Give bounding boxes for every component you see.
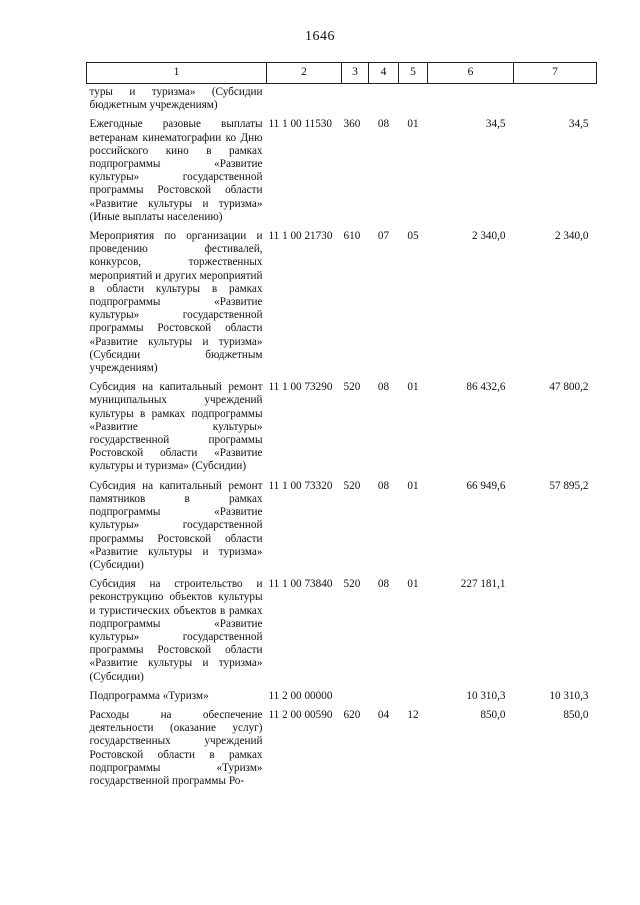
budget-table bbox=[86, 62, 597, 792]
table-header bbox=[87, 63, 597, 84]
row-pr: 01 bbox=[407, 118, 419, 131]
row-code bbox=[267, 84, 342, 117]
row-rz: 08 bbox=[377, 381, 390, 394]
row-sum1: 86 432,6 bbox=[466, 381, 506, 394]
row-description: Субсидия на капитальный ремонт памятников в рамках подпрограммы «Развитие культуры» государственной программы Ростовской области «Развитие культуры и туризма» (Субсидии) bbox=[89, 479, 263, 571]
row-sum2: 34,5 bbox=[568, 118, 589, 131]
row-description: Субсидия на капитальный ремонт муниципальных учреждений культуры в рамках подпрограммы «Развитие культуры» государственной программы Ростовской области «Развитие культуры и туризма» (Субсидии) bbox=[89, 381, 263, 473]
column-header-6: 6 bbox=[428, 63, 514, 84]
column-header-3: 3 bbox=[342, 63, 369, 84]
row-vr bbox=[342, 688, 369, 707]
row-vr: 610 bbox=[343, 230, 361, 243]
row-pr: 01 bbox=[407, 578, 419, 591]
row-pr: 01 bbox=[407, 381, 419, 394]
row-rz: 08 bbox=[377, 578, 390, 591]
table-row bbox=[87, 84, 597, 117]
row-code: 11 2 00 00000 bbox=[268, 689, 333, 702]
row-sum1: 850,0 bbox=[480, 708, 506, 721]
row-sum2: 2 340,0 bbox=[554, 230, 589, 243]
row-sum1: 227 181,1 bbox=[460, 578, 506, 591]
row-rz: 08 bbox=[377, 118, 390, 131]
row-sum2: 57 895,2 bbox=[549, 479, 589, 492]
row-sum2: 10 310,3 bbox=[549, 689, 589, 702]
row-code: 11 1 00 73320 bbox=[268, 479, 333, 492]
table-row bbox=[87, 576, 597, 688]
column-header-7: 7 bbox=[514, 63, 597, 84]
row-sum2 bbox=[514, 84, 597, 117]
row-rz: 04 bbox=[377, 708, 390, 721]
column-header-1: 1 bbox=[87, 63, 267, 84]
column-header-2: 2 bbox=[267, 63, 342, 84]
row-description: Мероприятия по организации и проведению фестивалей, конкурсов, торжественных мероприятий и других мероприятий в области культуры в рамках подпрограммы «Развитие культуры» государственной программы Ростовской области «Развитие культуры и туризма» (Субсидии бюджетным учреждениям) bbox=[89, 230, 263, 375]
row-description: Расходы на обеспечение деятельности (оказание услуг) государственных учреждений Ростовской области в рамках подпрограммы «Туризм» государственной программы Ро- bbox=[89, 708, 263, 787]
table-row bbox=[87, 116, 597, 228]
row-vr: 620 bbox=[343, 708, 361, 721]
row-code: 11 1 00 11530 bbox=[268, 118, 332, 131]
row-pr: 01 bbox=[407, 479, 419, 492]
row-code: 11 1 00 73840 bbox=[268, 578, 333, 591]
table-row bbox=[87, 707, 597, 792]
row-sum1 bbox=[428, 84, 514, 117]
table-row bbox=[87, 379, 597, 477]
row-pr: 12 bbox=[407, 708, 419, 721]
row-sum1: 2 340,0 bbox=[471, 230, 506, 243]
row-code: 11 1 00 21730 bbox=[268, 230, 333, 243]
row-code: 11 1 00 73290 bbox=[268, 381, 333, 394]
row-sum2 bbox=[514, 576, 597, 688]
column-header-5: 5 bbox=[399, 63, 428, 84]
row-vr bbox=[342, 84, 369, 117]
row-pr bbox=[399, 84, 428, 117]
row-description: Субсидия на строительство и реконструкцию объектов культуры и туристических объектов в рамках подпрограммы «Развитие культуры» государственной программы Ростовской области «Развитие культуры и туризма» (Субсидии) bbox=[89, 578, 263, 683]
row-sum1: 10 310,3 bbox=[466, 689, 506, 702]
row-sum1: 66 949,6 bbox=[466, 479, 506, 492]
row-rz bbox=[369, 84, 399, 117]
row-pr: 05 bbox=[407, 230, 419, 243]
row-pr bbox=[399, 688, 428, 707]
row-description: Подпрограмма «Туризм» bbox=[89, 689, 209, 702]
row-rz: 07 bbox=[377, 230, 390, 243]
table-row bbox=[87, 478, 597, 576]
page-number: 1646 bbox=[305, 29, 335, 44]
row-rz: 08 bbox=[377, 479, 390, 492]
row-description: Ежегодные разовые выплаты ветеранам кинематографии ко Дню российского кино в рамках подпрограммы «Развитие культуры» государственной программы Ростовской области «Развитие культуры и туризма» (Иные выплаты населению) bbox=[89, 118, 263, 223]
column-header-4: 4 bbox=[369, 63, 399, 84]
row-code: 11 2 00 00590 bbox=[268, 708, 333, 721]
row-vr: 360 bbox=[343, 118, 361, 131]
table-row bbox=[87, 228, 597, 379]
row-rz bbox=[369, 688, 399, 707]
table-row bbox=[87, 688, 597, 707]
row-vr: 520 bbox=[343, 479, 361, 492]
row-sum2: 850,0 bbox=[563, 708, 589, 721]
row-sum2: 47 800,2 bbox=[549, 381, 589, 394]
row-vr: 520 bbox=[343, 381, 361, 394]
row-description: туры и туризма» (Субсидии бюджетным учреждениям) bbox=[89, 86, 263, 112]
row-vr: 520 bbox=[343, 578, 361, 591]
row-sum1: 34,5 bbox=[485, 118, 506, 131]
